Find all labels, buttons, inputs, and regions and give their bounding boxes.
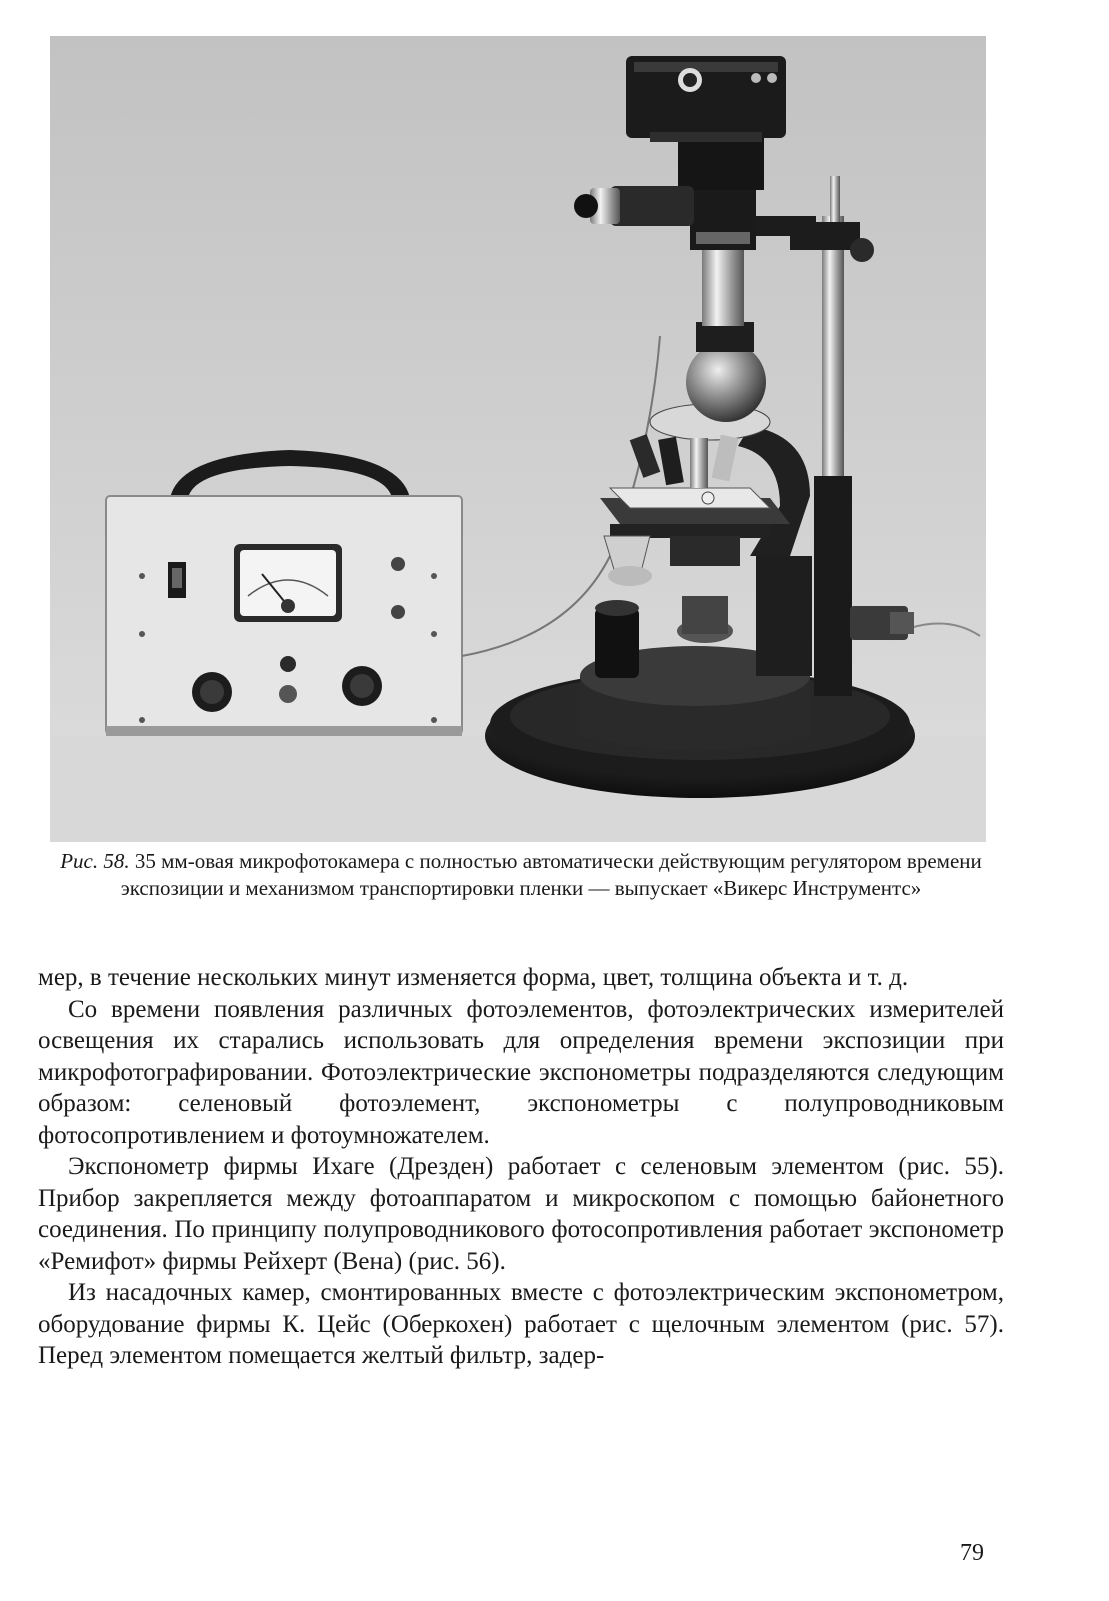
microphotocamera-illustration [50,36,986,842]
figure-photo [50,36,986,842]
paragraph-ihage-exposure-meter: Экспонометр фирмы Ихаге (Дрезден) работает с селеновым элементом (рис. 55). Прибор закрепляется между фотоаппаратом и микроскопом с помощью байонетного соединения. По принципу полупроводникового фотосопротивления работает экспонометр «Ремифот» фирмы Рейхерт (Вена) (рис. 56). [38,1153,1004,1275]
page-number: 79 [960,1540,984,1566]
paragraph-zeiss-camera: Из насадочных камер, смонтированных вместе с фотоэлектрическим экспонометром, оборудование фирмы К. Цейс (Оберкохен) работает с щелочным элементом (рис. 57). Перед элементом помещается желтый фильтр, задер- [38,1279,1004,1369]
figure-caption [38,848,1004,902]
camera-box [626,56,786,142]
paragraph-photoelements: Со времени появления различных фотоэлементов, фотоэлектрических измерителей освещения их старались использовать для определения времени экспозиции при микрофотографировании. Фотоэлектрические экспонометры подразделяются следующим образом: селеновый фотоэлемент, экспонометры с полупроводниковым фотосопротивлением и фотоумножателем. [38,995,1004,1149]
body-text [38,962,1004,1372]
paragraph-continuation: мер, в течение нескольких минут изменяется форма, цвет, толщина объекта и т. д. [38,964,909,991]
figure-caption-text: 35 мм-овая микрофотокамера с полностью автоматически действующим регулятором времени экспозиции и механизмом транспортировки пленки — выпускает «Викерс Инструментс» [120,849,982,900]
figure-label: Рис. 58. [60,849,130,873]
